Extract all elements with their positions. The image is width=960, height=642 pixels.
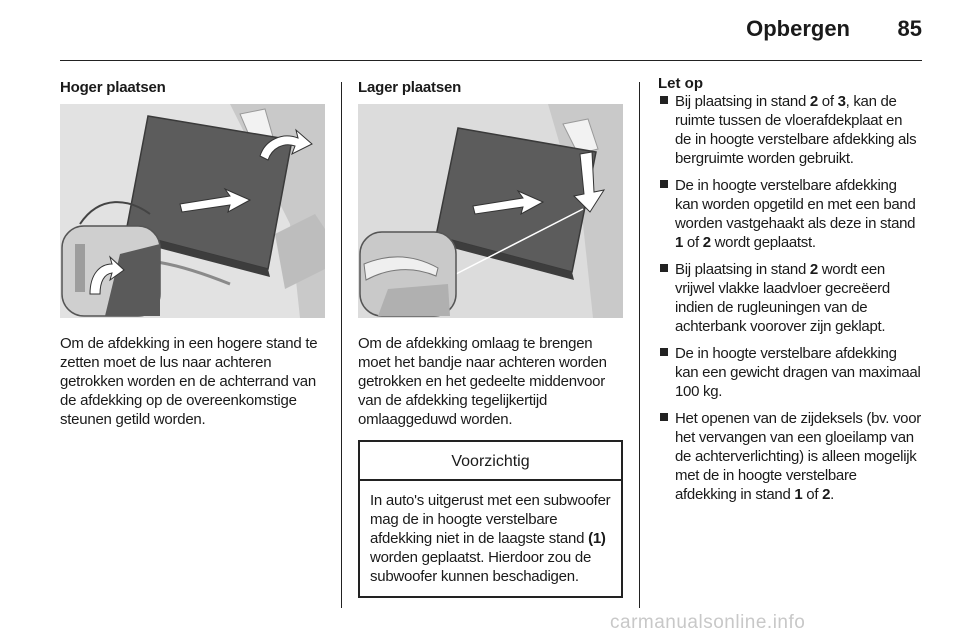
section-note <box>658 75 922 512</box>
note-list-item <box>658 176 922 252</box>
caution-text <box>360 481 621 596</box>
section-heading: Hoger plaatsen <box>60 79 166 96</box>
note-text: De in hoogte verstelbare afdekking kan een gewicht dragen van maximaal 100 kg. <box>675 345 921 400</box>
column-divider-1 <box>341 82 342 608</box>
caution-text-part: In auto's uitgerust met een subwoofer mag de in hoogte verstelbare afdekking niet in de laagste stand <box>370 492 611 547</box>
square-bullet-icon <box>660 264 668 272</box>
square-bullet-icon <box>660 96 668 104</box>
note-text: of <box>802 486 823 503</box>
caution-title: Voorzichtig <box>360 442 621 481</box>
note-text: of <box>817 93 838 110</box>
note-text: Bij plaatsing in stand <box>675 93 810 110</box>
section-caption: Om de afdekking omlaag te brengen moet het bandje naar achteren worden getrokken en het gedeelte middenvoor van de afdekking tegelijkertijd omlaaggeduwd worden. <box>358 335 607 428</box>
page-number: 85 <box>897 16 922 41</box>
square-bullet-icon <box>660 413 668 421</box>
note-text: Het openen van de zijdeksels (bv. voor het vervangen van een gloeilamp van de achterverlichting) is alleen mogelijk met de in hoogte verstelbare afdekking in stand <box>675 410 921 503</box>
section-lower <box>358 78 623 598</box>
caution-box <box>358 440 623 598</box>
note-position-ref: 3 <box>837 93 846 110</box>
watermark: carmanualsonline.info <box>610 612 806 633</box>
note-text: wordt een vrijwel vlakke laadvloer gecreëerd indien de rugleuningen van de achterbank voorover zijn geklapt. <box>675 261 890 335</box>
section-raise <box>60 78 325 429</box>
cargo-cover-lower-illustration <box>358 104 623 318</box>
note-text: Bij plaatsing in stand <box>675 261 810 278</box>
note-text: . <box>830 486 835 503</box>
note-text: De in hoogte verstelbare afdekking kan worden opgetild en met een band worden vastgehaakt als deze in stand <box>675 177 916 232</box>
note-position-ref: 2 <box>809 93 818 110</box>
section-caption: Om de afdekking in een hogere stand te zetten moet de lus naar achteren getrokken worden en de achterrand van de afdekking op de overeenkomstige steunen getild worden. <box>60 335 318 428</box>
note-list <box>658 92 922 504</box>
section-heading: Lager plaatsen <box>358 79 462 96</box>
page-title: Opbergen <box>746 16 850 41</box>
header-rule <box>60 60 922 61</box>
square-bullet-icon <box>660 180 668 188</box>
note-position-ref: 2 <box>702 234 711 251</box>
caution-position-ref: (1) <box>588 530 606 547</box>
note-position-ref: 2 <box>822 486 831 503</box>
note-position-ref: 1 <box>675 234 684 251</box>
note-list-item <box>658 344 922 401</box>
square-bullet-icon <box>660 348 668 356</box>
note-position-ref: 1 <box>794 486 803 503</box>
note-position-ref: 2 <box>809 261 818 278</box>
column-divider-2 <box>639 82 640 608</box>
note-list-item <box>658 92 922 168</box>
note-list-item <box>658 409 922 504</box>
note-text: wordt geplaatst. <box>710 234 816 251</box>
cargo-cover-raise-illustration <box>60 104 325 318</box>
note-text: , kan de ruimte tussen de vloerafdekplaat en de in hoogte verstelbare afdekking als bergruimte worden gebruikt. <box>675 93 917 167</box>
note-text: of <box>683 234 703 251</box>
note-list-item <box>658 260 922 336</box>
caution-text-part: worden geplaatst. Hierdoor zou de subwoofer kunnen beschadigen. <box>370 549 592 585</box>
note-heading: Let op <box>658 75 703 92</box>
